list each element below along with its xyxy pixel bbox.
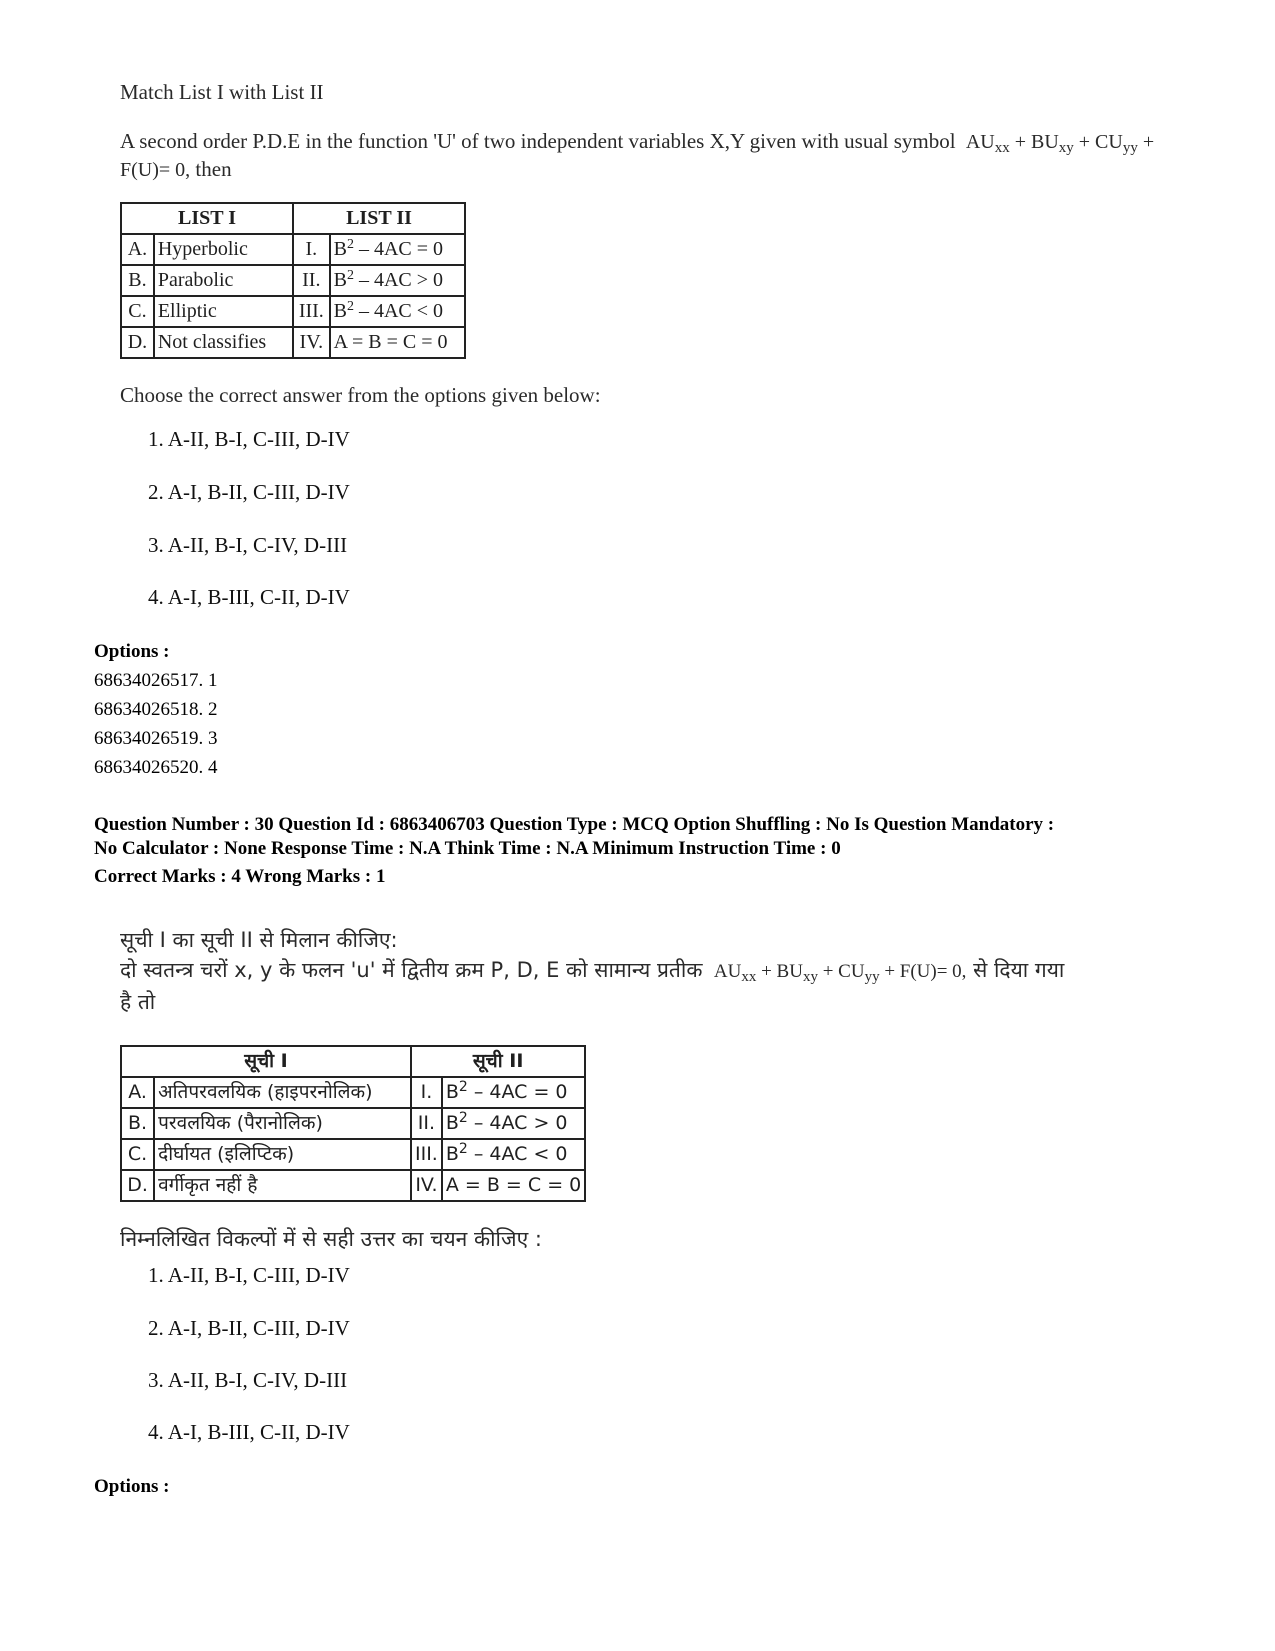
answer-choice-hindi-1: 1. A-II, B-I, C-III, D-IV <box>148 1263 350 1287</box>
list-1-item: Elliptic <box>154 296 293 327</box>
match-table-hindi <box>120 1045 586 1202</box>
statement-suffix-hindi-2: है तो <box>120 990 156 1014</box>
match-row <box>121 1139 585 1170</box>
list-1-key: D. <box>121 1170 154 1201</box>
match-row <box>121 327 465 358</box>
answer-choice-hindi-2: 2. A-I, B-II, C-III, D-IV <box>148 1316 350 1340</box>
statement-suffix-hindi: से दिया गया <box>973 958 1065 982</box>
list-2-item: $B^2 - 4AC > 0$ <box>330 265 465 296</box>
list-1-item: दीर्घायत (इलिप्टिक) <box>154 1139 411 1170</box>
list-1-key: A. <box>121 1077 154 1108</box>
options-label-hindi: Options : <box>94 1476 170 1497</box>
list-2-key: IV. <box>411 1170 442 1201</box>
meta-line-3: Correct Marks : 4 Wrong Marks : 1 <box>94 866 386 887</box>
list-2-item: $B^2 - 4AC < 0$ <box>442 1139 585 1170</box>
answer-choice-1: 1. A-II, B-I, C-III, D-IV <box>148 427 350 451</box>
question-30-block <box>120 925 1180 1254</box>
list-1-key: C. <box>121 296 154 327</box>
list-1-item: Not classifies <box>154 327 293 358</box>
list-1-header: LIST I <box>121 203 293 234</box>
answer-choice-4: 4. A-I, B-III, C-II, D-IV <box>148 585 350 609</box>
choose-instruction-hindi: निम्नलिखित विकल्पों में से सही उत्तर का चयन कीजिए : <box>120 1227 542 1251</box>
list-2-item: $B^2 - 4AC = 0$ <box>330 234 465 265</box>
match-row <box>121 234 465 265</box>
answer-choice-3: 3. A-II, B-I, C-IV, D-III <box>148 533 348 557</box>
list-2-key: II. <box>411 1108 442 1139</box>
answer-choice-hindi-4: 4. A-I, B-III, C-II, D-IV <box>148 1420 350 1444</box>
list-2-header: LIST II <box>293 203 465 234</box>
list-2-item: A = B = C = 0 <box>330 327 465 358</box>
match-row <box>121 296 465 327</box>
match-row <box>121 1077 585 1108</box>
list-1-key: C. <box>121 1139 154 1170</box>
match-table-body <box>121 234 465 358</box>
option-id-2: 68634026518. 2 <box>94 699 218 720</box>
list-1-key: B. <box>121 265 154 296</box>
list-1-key: A. <box>121 234 154 265</box>
match-table-body-hindi <box>121 1077 585 1201</box>
match-row <box>121 265 465 296</box>
option-id-1: 68634026517. 1 <box>94 670 218 691</box>
match-table <box>120 202 466 359</box>
list-1-item: वर्गीकृत नहीं है <box>154 1170 411 1201</box>
question-29-block <box>120 78 1180 409</box>
list-1-item: अतिपरवलयिक (हाइपरनोलिक) <box>154 1077 411 1108</box>
statement-text: A second order P.D.E in the function 'U' of two independent variables X,Y given with usual symbol <box>120 129 956 153</box>
match-row <box>121 1108 585 1139</box>
list-2-header-hindi: सूची II <box>411 1046 585 1077</box>
statement-text-hindi: दो स्वतन्त्र चरों x, y के फलन 'u' में द्वितीय क्रम P, D, E को सामान्य प्रतीक <box>120 958 703 982</box>
meta-line-1: Question Number : 30 Question Id : 6863406703 Question Type : MCQ Option Shuffling : No Is Question Mandatory : <box>94 814 1055 835</box>
option-id-3: 68634026519. 3 <box>94 728 218 749</box>
list-2-item: A = B = C = 0 <box>442 1170 585 1201</box>
list-1-item: Parabolic <box>154 265 293 296</box>
list-1-key: D. <box>121 327 154 358</box>
answer-choice-hindi-3: 3. A-II, B-I, C-IV, D-III <box>148 1368 348 1392</box>
options-list <box>94 637 1214 782</box>
question-intro: Match List I with List II <box>120 80 324 104</box>
list-2-key: III. <box>411 1139 442 1170</box>
choose-instruction: Choose the correct answer from the options given below: <box>120 383 601 407</box>
option-id-4: 68634026520. 4 <box>94 757 218 778</box>
match-row <box>121 1170 585 1201</box>
options-list-hindi <box>94 1472 1214 1501</box>
list-2-key: IV. <box>293 327 330 358</box>
list-2-key: II. <box>293 265 330 296</box>
question-30-meta <box>94 813 1214 889</box>
list-2-key: I. <box>411 1077 442 1108</box>
list-2-item: $B^2 - 4AC < 0$ <box>330 296 465 327</box>
question-intro-hindi: सूची I का सूची II से मिलान कीजिए: <box>120 928 398 952</box>
list-1-key: B. <box>121 1108 154 1139</box>
pde-equation: $AU_{xx} + BU_{xy} + CU_{yy} + F(U)= 0$, <box>120 131 1155 181</box>
list-1-item: परवलयिक (पैरानोलिक) <box>154 1108 411 1139</box>
list-1-header-hindi: सूची I <box>121 1046 411 1077</box>
list-2-item: $B^2 - 4AC = 0$ <box>442 1077 585 1108</box>
list-2-item: $B^2 - 4AC > 0$ <box>442 1108 585 1139</box>
options-label: Options : <box>94 641 170 662</box>
statement-suffix: then <box>195 157 232 181</box>
list-2-key: III. <box>293 296 330 327</box>
pde-equation-hindi: $AU_{xx} + BU_{xy} + CU_{yy} + F(U)= 0$, <box>713 961 967 985</box>
question-statement <box>120 128 1180 184</box>
list-1-item: Hyperbolic <box>154 234 293 265</box>
answer-choice-2: 2. A-I, B-II, C-III, D-IV <box>148 480 350 504</box>
list-2-key: I. <box>293 234 330 265</box>
question-statement-hindi <box>120 955 1180 1017</box>
meta-line-2: No Calculator : None Response Time : N.A Think Time : N.A Minimum Instruction Time : 0 <box>94 838 841 859</box>
